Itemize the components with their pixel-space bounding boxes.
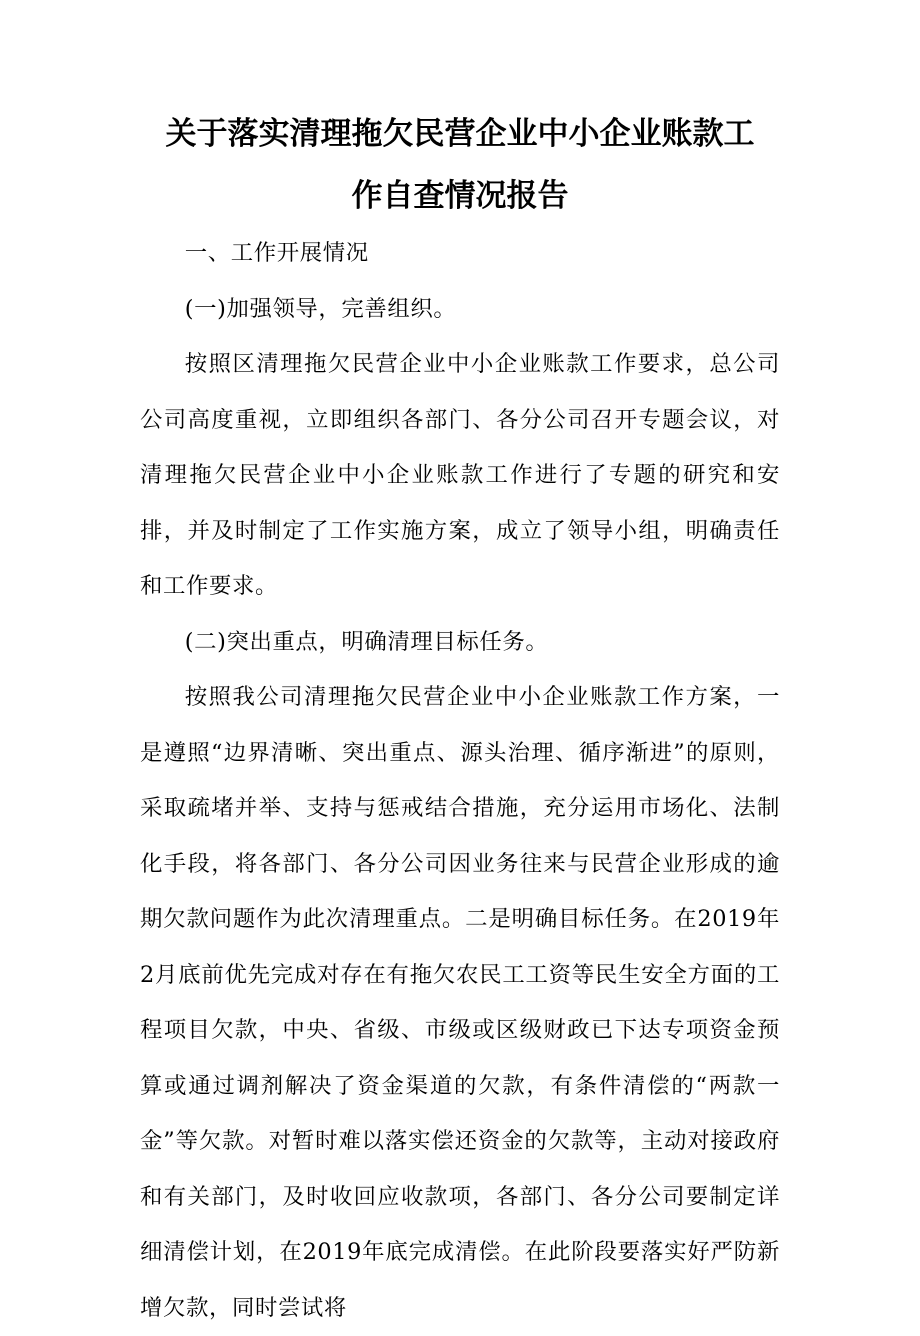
paragraph-2: 按照我公司清理拖欠民营企业中小企业账款工作方案，一是遵照“边界清晰、突出重点、源头治理、循序渐进”的原则，采取疏堵并举、支持与惩戒结合措施，充分运用市场化、法制化手段，将各部门、各分公司因业务往来与民营企业形成的逾期欠款问题作为此次清理重点。二是明确目标任务。在2019年2月底前优先完成对存在有拖欠农民工工资等民生安全方面的工程项目欠款，中央、省级、市级或区级财政已下达专项资金预算或通过调剂解决了资金渠道的欠款，有条件清偿的“两款一金”等欠款。对暂时难以落实偿还资金的欠款等，主动对接政府和有关部门，及时收回应收款项，各部门、各分公司要制定详细清偿计划，在2019年底完成清偿。在此阶段要落实好严防新增欠款，同时尝试将 xyxy=(140,684,780,1321)
section-heading-1: 一、工作开展情况 xyxy=(184,240,369,266)
subsection-heading-2: (二)突出重点，明确清理目标任务。 xyxy=(184,628,549,655)
subsection-heading-1: (一)加强领导，完善组织。 xyxy=(184,295,457,322)
document-body xyxy=(140,226,780,1336)
document-title-line-2: 作自查情况报告 xyxy=(351,178,569,214)
document-title-line-1: 关于落实清理拖欠民营企业中小企业账款工 xyxy=(165,116,755,152)
paragraph-1: 按照区清理拖欠民营企业中小企业账款工作要求，总公司公司高度重视，立即组织各部门、各分公司召开专题会议，对清理拖欠民营企业中小企业账款工作进行了专题的研究和安排，并及时制定了工作实施方案，成立了领导小组，明确责任和工作要求。 xyxy=(140,351,780,599)
